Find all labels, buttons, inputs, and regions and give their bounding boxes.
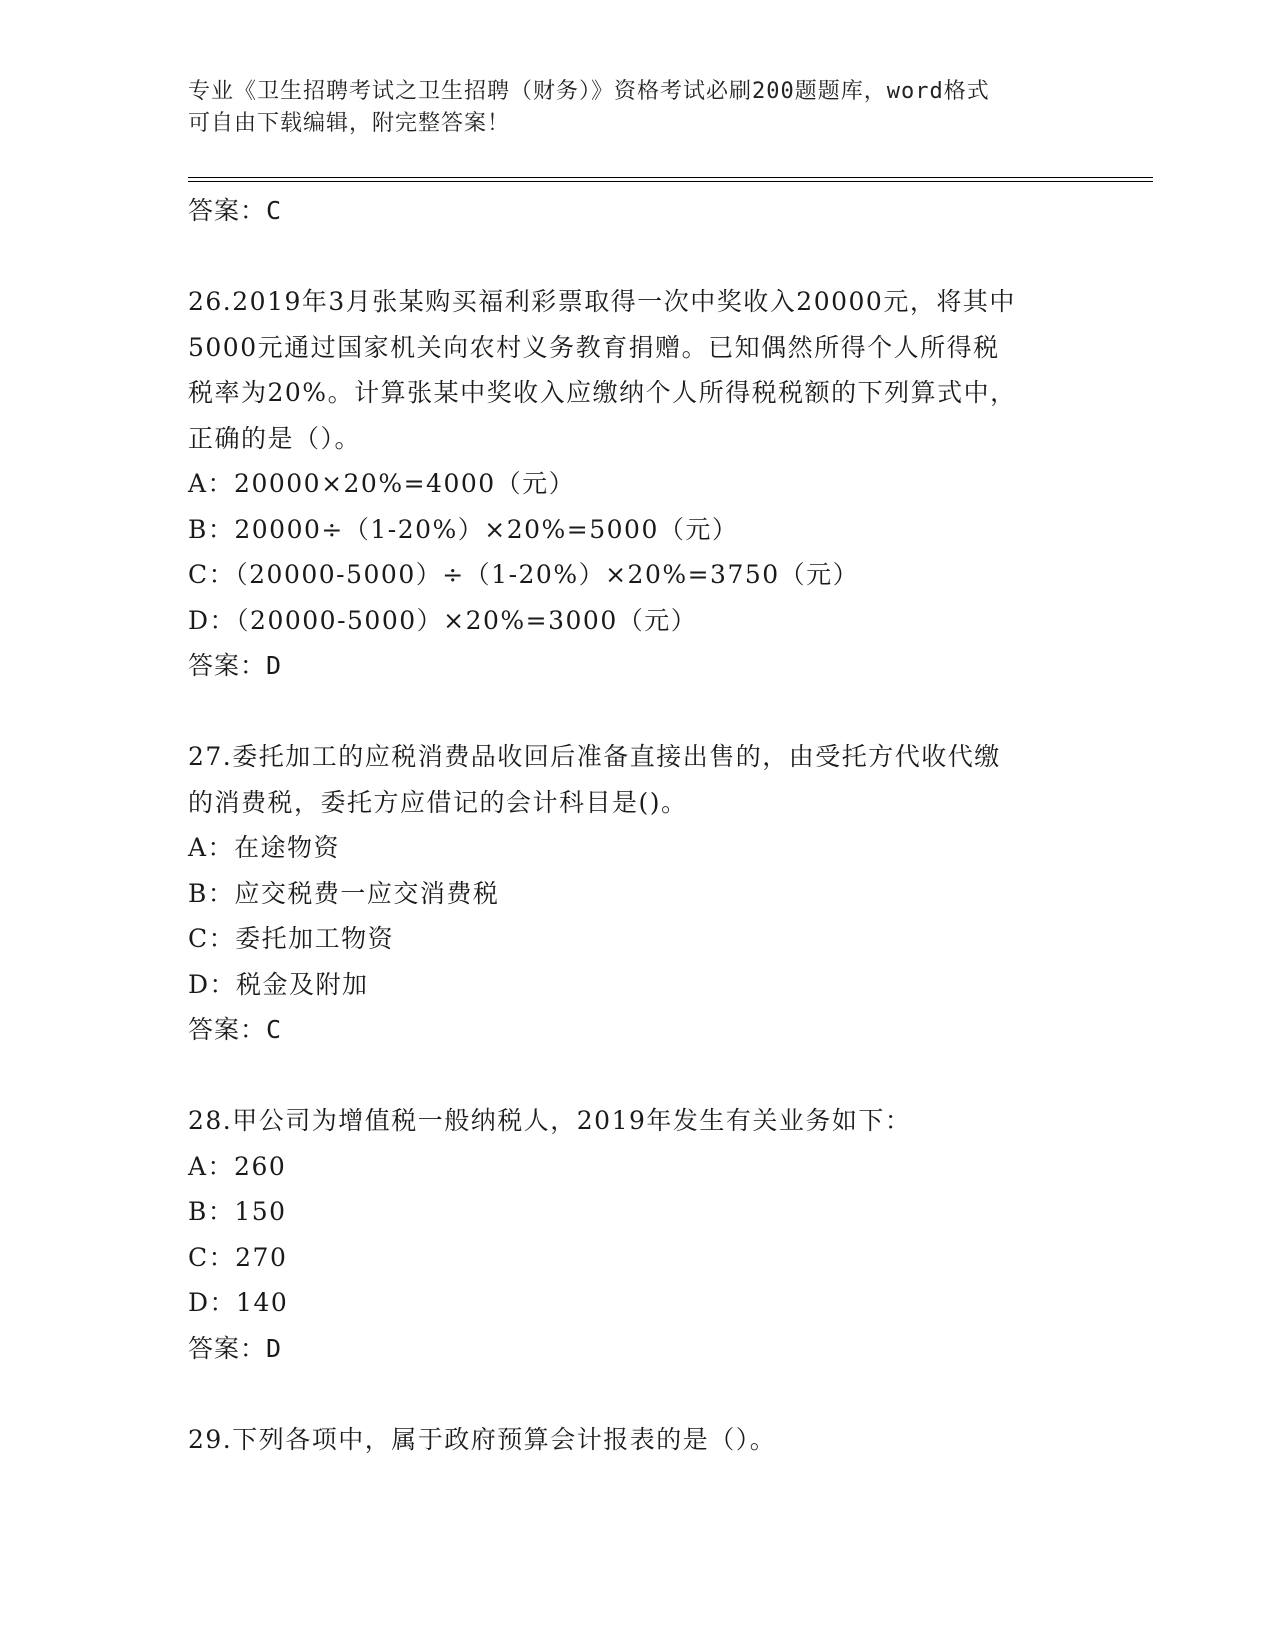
answer: 答案：D — [188, 651, 283, 680]
option-b: B：20000÷（1-20%）×20%=5000（元） — [188, 514, 739, 544]
document-header — [188, 76, 1088, 140]
option-a: A：20000×20%=4000（元） — [188, 469, 576, 498]
option-a: A：260 — [188, 1151, 287, 1181]
question-text-line: 29.下列各项中，属于政府预算会计报表的是（）。 — [188, 1424, 777, 1454]
spacer — [188, 1053, 1088, 1099]
question-text-line: 5000元通过国家机关向农村义务教育捐赠。已知偶然所得个人所得税 — [188, 332, 1000, 362]
question-28 — [188, 1098, 1088, 1371]
option-d: D：税金及附加 — [188, 969, 369, 999]
option-c: C：270 — [188, 1242, 288, 1272]
spacer — [188, 689, 1088, 735]
question-29 — [188, 1417, 1088, 1463]
question-text-line: 28.甲公司为增值税一般纳税人，2019年发生有关业务如下： — [188, 1106, 912, 1135]
header-line-2: 可自由下载编辑，附完整答案！ — [188, 111, 511, 136]
previous-answer: 答案：C — [188, 196, 283, 225]
spacer — [188, 234, 1088, 280]
header-divider-top — [188, 177, 1153, 178]
header-divider-bottom — [188, 181, 1153, 182]
option-c: C：（20000-5000）÷（1-20%）×20%=3750（元） — [188, 560, 860, 589]
document-body — [188, 188, 1088, 1462]
answer: 答案：D — [188, 1333, 283, 1363]
option-b: B：150 — [188, 1197, 287, 1226]
option-a: A：在途物资 — [188, 833, 341, 862]
question-text-line: 27.委托加工的应税消费品收回后准备直接出售的，由受托方代收代缴 — [188, 742, 1001, 771]
question-27 — [188, 734, 1088, 1053]
question-26 — [188, 279, 1088, 689]
option-d: D：（20000-5000）×20%=3000（元） — [188, 605, 698, 635]
question-text-line: 正确的是（）。 — [188, 423, 362, 453]
question-text-line: 26.2019年3月张某购买福利彩票取得一次中奖收入20000元，将其中 — [188, 287, 1016, 316]
option-c: C：委托加工物资 — [188, 924, 395, 953]
spacer — [188, 1371, 1088, 1417]
answer: 答案：C — [188, 1015, 283, 1044]
question-text-line: 的消费税，委托方应借记的会计科目是()。 — [188, 787, 688, 817]
header-line-1: 专业《卫生招聘考试之卫生招聘（财务）》资格考试必刷200题题库，word格式 — [188, 79, 990, 104]
option-d: D：140 — [188, 1288, 289, 1317]
option-b: B：应交税费一应交消费税 — [188, 878, 500, 908]
question-text-line: 税率为20%。计算张某中奖收入应缴纳个人所得税税额的下列算式中， — [188, 378, 1017, 407]
